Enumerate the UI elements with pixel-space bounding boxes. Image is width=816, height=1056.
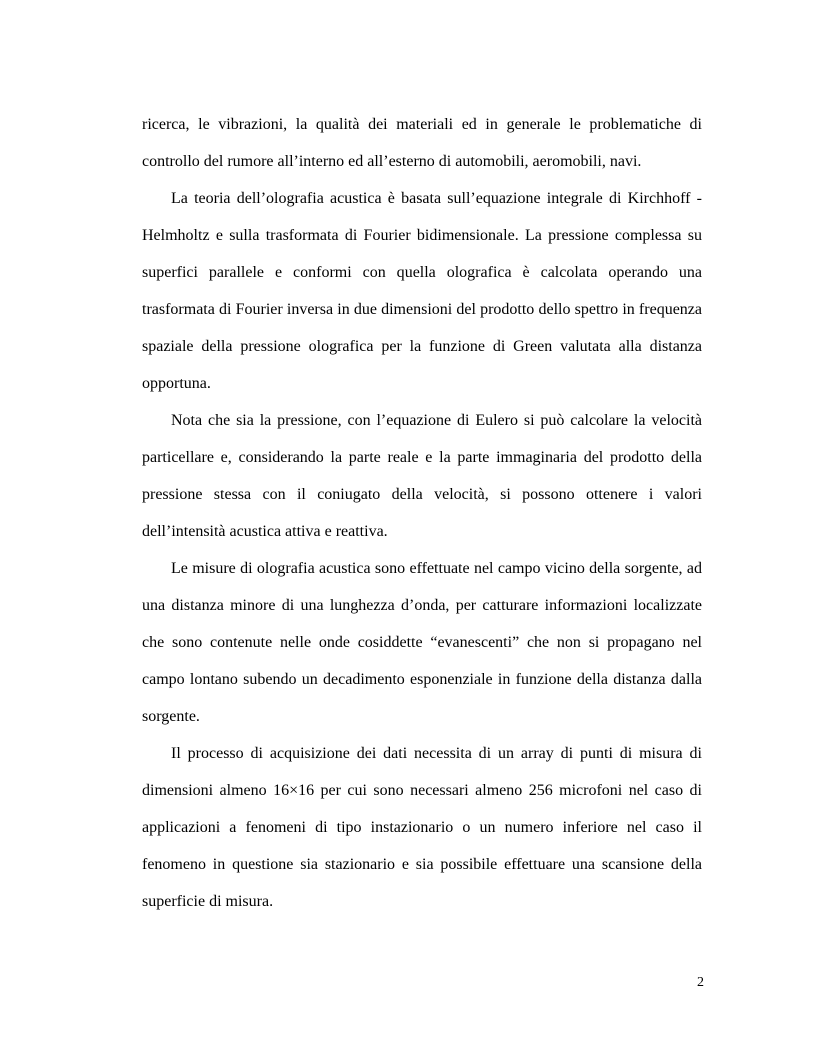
paragraph-acoustic-holography-theory: La teoria dell’olografia acustica è basata sull’equazione integrale di Kirchhoff - Helmholtz e sulla trasformata di Fourier bidimensionale. La pressione complessa su superfici parallele e conformi con quella olografica è calcolata operando una trasformata di Fourier inversa in due dimensioni del prodotto dello spettro in frequenza spaziale della pressione olografica per la funzione di Green valutata alla distanza opportuna.	[142, 190, 702, 392]
paragraph-data-acquisition: Il processo di acquisizione dei dati necessita di un array di punti di misura di dimensioni almeno 16×16 per cui sono necessari almeno 256 microfoni nel caso di applicazioni a fenomeni di tipo instazionario o un numero inferiore nel caso il fenomeno in questione sia stazionario e sia possibile effettuare una scansione della superficie di misura.	[142, 745, 702, 910]
page-body	[142, 106, 702, 920]
paragraph-near-field-measurements: Le misure di olografia acustica sono effettuate nel campo vicino della sorgente, ad una distanza minore di una lunghezza d’onda, per catturare informazioni localizzate che sono contenute nelle onde cosiddette “evanescenti” che non si propagano nel campo lontano subendo un decadimento esponenziale in funzione della distanza dalla sorgente.	[142, 560, 702, 725]
paragraph-euler-velocity: Nota che sia la pressione, con l’equazione di Eulero si può calcolare la velocità particellare e, considerando la parte reale e la parte immaginaria del prodotto della pressione stessa con il coniugato della velocità, si possono ottenere i valori dell’intensità acustica attiva e reattiva.	[142, 412, 702, 540]
page-number: 2	[697, 975, 704, 990]
paragraph-continuation: ricerca, le vibrazioni, la qualità dei materiali ed in generale le problematiche di controllo del rumore all’interno ed all’esterno di automobili, aeromobili, navi.	[142, 116, 702, 170]
